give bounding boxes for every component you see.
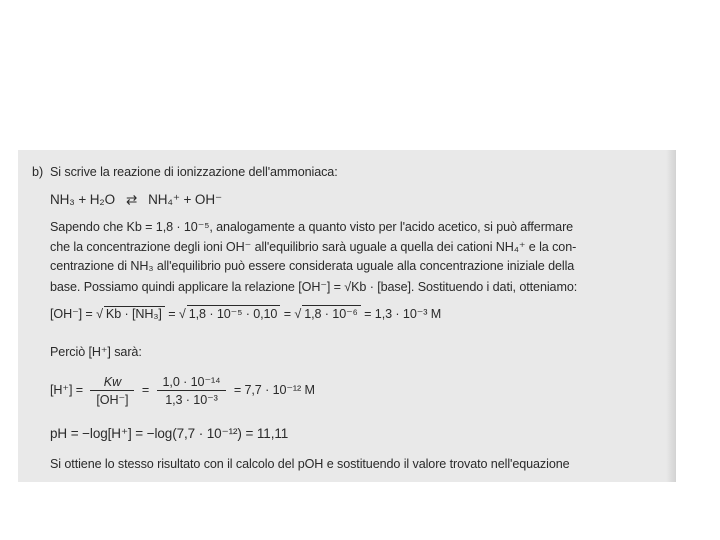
h-lhs: [H⁺] = [50,382,83,397]
paragraph-line-4: base. Possiamo quindi applicare la relazione [OH⁻] = √Kb · [base]. Sostituendo i dati, otteniamo: [50,280,578,294]
oh-eq-1: = [168,307,176,321]
closing-text: Si ottiene lo stesso risultato con il calcolo del pOH e sostituendo il valore trovato nell'equazione [50,457,570,471]
kw-numerator: Kw [90,375,134,391]
reaction-right: NH₄⁺ + OH⁻ [148,192,223,207]
section-label: b) [32,165,44,179]
h-equation [50,374,315,407]
oh-lhs: [OH⁻] = [50,307,93,321]
h-result: = 7,7 · 10⁻¹² M [233,382,315,397]
reaction-left: NH₃ + H₂O [50,192,115,207]
scanned-page [18,150,676,482]
oh-result: = 1,3 · 10⁻³ M [364,307,442,321]
oh-sqrt-3: 1,8 · 10⁻⁶ [302,305,361,321]
intro-text: Si scrive la reazione di ionizzazione dell'ammoniaca: [50,165,338,179]
perche-text: Perciò [H⁺] sarà: [50,345,142,359]
h-eq: = [141,382,150,397]
oh-sqrt-1: Kb · [NH₃] [104,306,165,321]
oh-eq-2: = [283,307,291,321]
kw-fraction [90,375,134,407]
value-fraction [157,374,227,407]
value-numerator: 1,0 · 10⁻¹⁴ [157,374,227,391]
paragraph-line-2: che la concentrazione degli ioni OH⁻ all'equilibrio sarà uguale a quella dei cationi NH₄⁺ e la con- [50,240,577,254]
ph-line: pH = −log[H⁺] = −log(7,7 · 10⁻¹²) = 11,11 [50,426,289,441]
reaction-equation [50,192,222,208]
paragraph-line-3: centrazione di NH₃ all'equilibrio può essere considerata uguale alla concentrazione iniziale della [50,259,575,273]
equilibrium-arrow: ⇄ [125,192,138,207]
kw-denominator: [OH⁻] [96,392,129,407]
paragraph-line-1: Sapendo che Kb = 1,8 · 10⁻⁵, analogamente a quanto visto per l'acido acetico, si può affermare [50,220,574,234]
oh-sqrt-2: 1,8 · 10⁻⁵ · 0,10 [187,305,281,321]
oh-equation: [OH⁻] = √ Kb · [NH₃] = √ 1,8 · 10⁻⁵ · 0,10 = √ 1,8 · 10⁻⁶ = 1,3 · 10⁻³ M [50,307,442,321]
value-denominator: 1,3 · 10⁻³ [165,393,218,407]
